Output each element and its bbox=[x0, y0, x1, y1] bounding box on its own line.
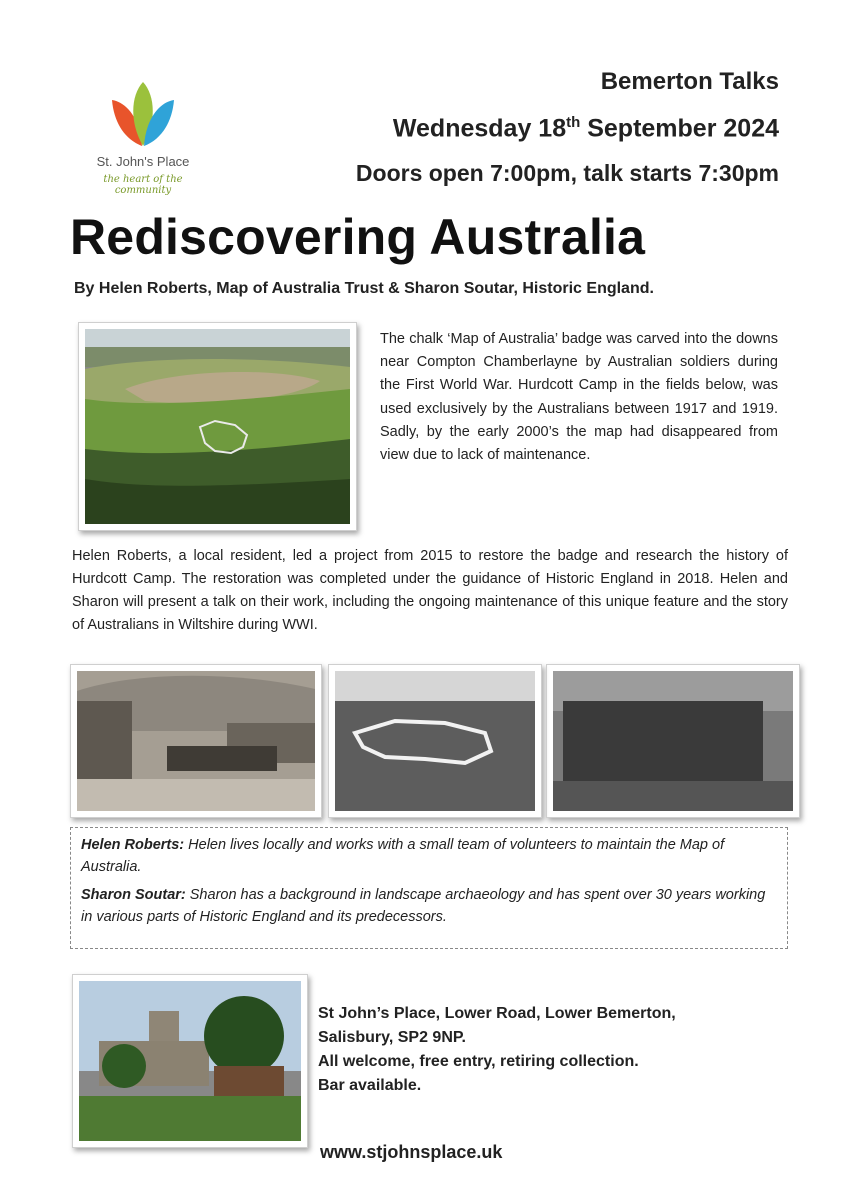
logo-tagline: the heart of the community bbox=[103, 174, 183, 196]
flower-logo-icon bbox=[104, 82, 182, 148]
website-link[interactable]: www.stjohnsplace.uk bbox=[320, 1142, 503, 1162]
bio-name: Helen Roberts: bbox=[81, 837, 185, 853]
bio-helen bbox=[81, 834, 777, 878]
bio-sharon bbox=[81, 884, 777, 928]
bio-text: Sharon has a background in landscape archaeology and has spent over 30 years working in various parts of Historic England and its predecessors. bbox=[81, 887, 766, 925]
chalk-map-photo bbox=[328, 664, 542, 818]
soldiers-photo bbox=[546, 664, 800, 818]
logo-name: St. John's Place bbox=[96, 154, 190, 169]
speaker-bios bbox=[70, 827, 788, 949]
church-photo bbox=[72, 974, 308, 1148]
event-times: Doors open 7:00pm, talk starts 7:30pm bbox=[355, 160, 779, 186]
bio-name: Sharon Soutar: bbox=[81, 887, 186, 903]
intro-paragraph: The chalk ‘Map of Australia’ badge was carved into the downs near Compton Chamberlayne by Australian soldiers during the First World War. Hurdcott Camp in the fields below, was used exclusively by the Australians between 1917 and 1919. Sadly, by the early 2000’s the map had disappeared from view due to lack of maintenance. bbox=[380, 331, 778, 464]
venue-bar: Bar available. bbox=[318, 1077, 422, 1094]
camp-photo bbox=[70, 664, 322, 818]
talk-series: Bemerton Talks bbox=[600, 68, 779, 95]
project-paragraph: Helen Roberts, a local resident, led a project from 2015 to restore the badge and research the history of Hurdcott Camp. The restoration was completed under the guidance of Historic England in 2018. Helen and Sharon will present a talk on their work, including the ongoing maintenance of this unique feature and the story of Australians in Wiltshire during WWI. bbox=[72, 548, 788, 633]
byline: By Helen Roberts, Map of Australia Trust & Sharon Soutar, Historic England. bbox=[74, 280, 654, 297]
bio-text: Helen lives locally and works with a small team of volunteers to maintain the Map of Australia. bbox=[81, 837, 725, 875]
date-rest: September 2024 bbox=[580, 114, 779, 143]
date-suffix: th bbox=[566, 114, 581, 131]
date-prefix: Wednesday 18 bbox=[392, 114, 567, 143]
venue-admission: All welcome, free entry, retiring collection. bbox=[318, 1053, 639, 1070]
aerial-map-photo bbox=[78, 322, 357, 531]
logo bbox=[78, 82, 218, 194]
venue-address-line1: St John’s Place, Lower Road, Lower Bemerton, bbox=[318, 1005, 676, 1022]
event-date bbox=[393, 114, 779, 143]
page-title: Rediscovering Australia bbox=[70, 209, 646, 265]
venue-address-line2: Salisbury, SP2 9NP. bbox=[318, 1029, 466, 1046]
venue-details bbox=[318, 1002, 788, 1098]
